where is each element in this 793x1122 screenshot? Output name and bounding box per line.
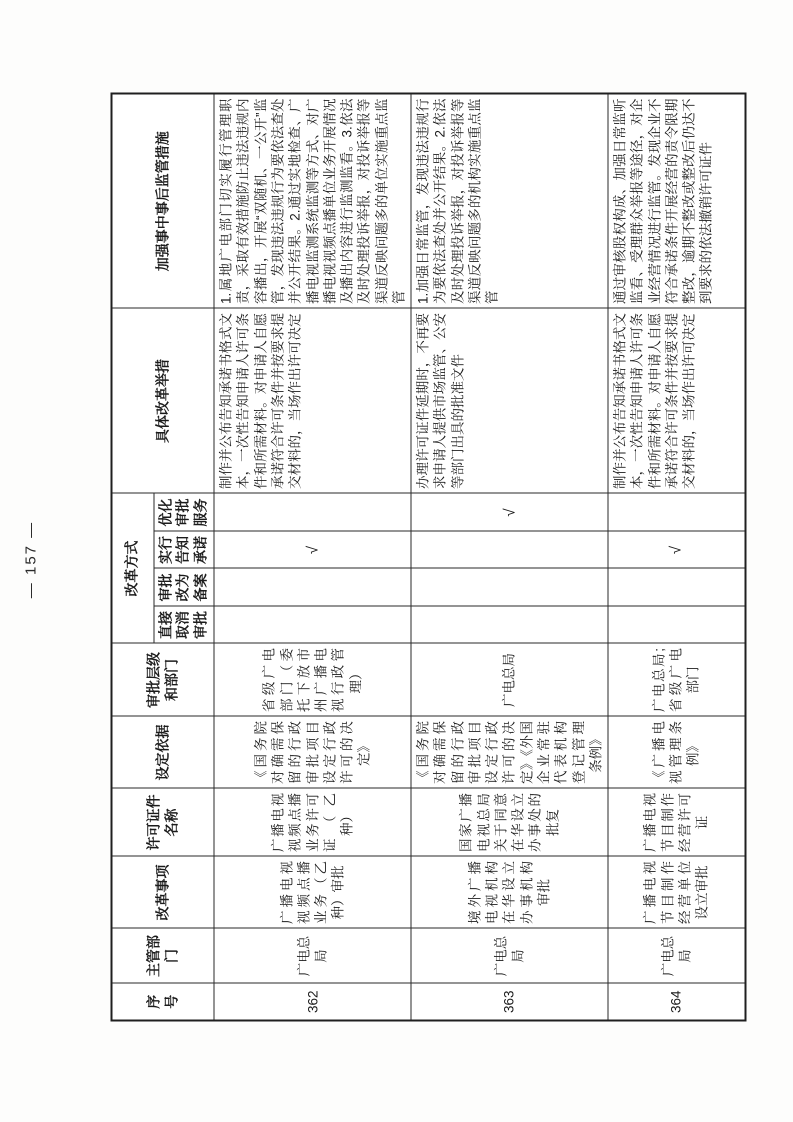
- cell-check-commitment: √: [214, 532, 411, 569]
- cell-check-record: [214, 569, 411, 607]
- cell-check-cancel: [214, 607, 411, 644]
- cell-license-name: 国家广播电视总局关于同意在华设立办事处的批复: [411, 789, 608, 857]
- header-reform-method-group: 改革方式: [112, 494, 154, 644]
- table-row-363: [411, 94, 608, 1021]
- cell-serial: 364: [608, 984, 745, 1021]
- page-number: — 157 —: [22, 520, 40, 599]
- header-department: 主管部门: [112, 929, 215, 984]
- cell-approval-level: 广电总局;省级广电部门: [608, 644, 745, 717]
- header-serial: 序号: [112, 984, 215, 1021]
- cell-check-record: [411, 569, 608, 607]
- header-legal-basis: 设定依据: [112, 717, 215, 789]
- cell-check-optimize: √: [411, 494, 608, 532]
- cell-measures: 制作并公布告知承诺书格式文本，一次性告知申请人许可条件和所需材料。对申请人自愿承诺符合许可条件并按要求提交材料的，当场作出许可决定: [608, 309, 745, 494]
- header-supervision: 加强事中事后监管措施: [112, 94, 215, 309]
- cell-measures: 办理许可证件延期时，不再要求申请人提供市场监管、公安等部门出具的批准文件: [411, 309, 608, 494]
- header-row-1: [112, 94, 154, 1021]
- cell-measures: 制作并公布告知承诺书格式文本，一次性告知申请人许可条件和所需材料。对申请人自愿承诺符合许可条件并按要求提交材料的，当场作出许可决定: [214, 309, 411, 494]
- cell-legal-basis: 《广播电视管理条例》: [608, 717, 745, 789]
- cell-check-optimize: [214, 494, 411, 532]
- cell-license-name: 广播电视节目制作经营许可证: [608, 789, 745, 857]
- header-measures: 具体改革举措: [112, 309, 215, 494]
- table-row-362: [214, 94, 411, 1021]
- cell-check-cancel: [608, 607, 745, 644]
- cell-department: 广电总局: [214, 929, 411, 984]
- cell-legal-basis: 《国务院对确需保留的行政审批项目设定行政许可的决定》《外国企业常驻代表机构登记管理条例》: [411, 717, 608, 789]
- reform-items-table: [111, 93, 747, 1022]
- cell-reform-item: 广播电视视频点播业务（乙种）审批: [214, 857, 411, 929]
- cell-check-optimize: [608, 494, 745, 532]
- header-reform-item: 改革事项: [112, 857, 215, 929]
- cell-check-record: [608, 569, 745, 607]
- cell-check-commitment: √: [608, 532, 745, 569]
- cell-legal-basis: 《国务院对确需保留的行政审批项目设定行政许可的决定》: [214, 717, 411, 789]
- cell-reform-item: 境外广播电视机构在华设立办事机构审批: [411, 857, 608, 929]
- scanned-page-sheet: [1, 0, 793, 1122]
- header-license-name: 许可证件名称: [112, 789, 215, 857]
- header-method-cancel: 直接取消审批: [154, 607, 215, 644]
- cell-department: 广电总局: [411, 929, 608, 984]
- header-approval-level: 审批层级和部门: [112, 644, 215, 717]
- cell-supervision: 1.属地广电部门切实履行管理职责，采取有效措施防止违法违规内容播出，开展“双随机、一公开”监管，发现违法违规行为要依法查处并公开结果。2.通过实地检查、广播电视监测系统监测等方式、对广播电视视频点播单位业务开展情况及播出内容进行监测监看。3.依法及时处理投诉举报，对投诉举报等渠道反映问题多的单位实施重点监管: [214, 94, 411, 309]
- cell-serial: 363: [411, 984, 608, 1021]
- header-method-record: 审批改为备案: [154, 569, 215, 607]
- header-method-commitment: 实行告知承诺: [154, 532, 215, 569]
- cell-check-commitment: [411, 532, 608, 569]
- cell-license-name: 广播电视视频点播业务许可证（乙种）: [214, 789, 411, 857]
- table-row-364: [608, 94, 745, 1021]
- cell-department: 广电总局: [608, 929, 745, 984]
- header-method-optimize: 优化审批服务: [154, 494, 215, 532]
- cell-approval-level: 广电总局: [411, 644, 608, 717]
- cell-supervision: 通过审核股权构成、加强日常监听监看、受理群众举报等途径，对企业经营情况进行监管。发现企业不符合承诺条件开展经营的责令限期整改，逾期不整改或整改后仍达不到要求的依法撤销许可证件: [608, 94, 745, 309]
- cell-supervision: 1.加强日常监管，发现违法违规行为要依法查处并公开结果。2.依法及时处理投诉举报，对投诉举报等渠道反映问题多的机构实施重点监管: [411, 94, 608, 309]
- cell-serial: 362: [214, 984, 411, 1021]
- cell-approval-level: 省级广电部门（委托下放市州广播电视行政管理）: [214, 644, 411, 717]
- cell-check-cancel: [411, 607, 608, 644]
- cell-reform-item: 广播电视节目制作经营单位设立审批: [608, 857, 745, 929]
